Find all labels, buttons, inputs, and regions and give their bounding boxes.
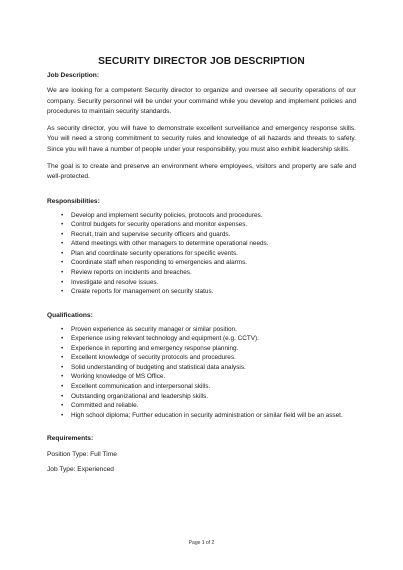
position-type: Position Type: Full Time	[47, 451, 117, 459]
qualification-item: • Excellent knowledge of security protocols and procedures.	[47, 353, 356, 363]
qualifications-heading: Qualifications:	[47, 311, 93, 319]
qualification-item: • Experience in reporting and emergency response planning.	[47, 344, 356, 354]
document-title: SECURITY DIRECTOR JOB DESCRIPTION	[98, 56, 305, 67]
document-body	[47, 71, 356, 474]
qualification-item: • Working knowledge of MS Office.	[47, 372, 356, 382]
requirements-heading: Requirements:	[47, 435, 94, 443]
qualifications-list	[47, 325, 356, 420]
qualification-item: • Proven experience as security manager or similar position.	[47, 325, 356, 335]
qualification-item: • Experience using relevant technology and equipment (e.g. CCTV).	[47, 334, 356, 344]
job-description-paragraph-2: As security director, you will have to demonstrate excellent surveillance and emergency response skills. You will need a strong commitment to security rules and knowledge of all hazards and threats to safety. Since you will have a number of people under your responsibility, you must also exhibit leadership skills.	[47, 124, 356, 153]
responsibility-item: • Attend meetings with other managers to determine operational needs.	[47, 239, 356, 249]
responsibility-item: • Investigate and resolve issues.	[47, 278, 356, 288]
responsibility-item: • Recruit, train and supervise security officers and guards.	[47, 230, 356, 240]
responsibility-item: • Create reports for management on security status.	[47, 287, 356, 297]
qualification-item: • Excellent communication and interpersonal skills.	[47, 382, 356, 392]
responsibility-item: • Review reports on incidents and breaches.	[47, 268, 356, 278]
qualification-item: • Committed and reliable.	[47, 401, 356, 411]
responsibilities-list	[47, 211, 356, 297]
qualification-item: • Solid understanding of budgeting and statistical data analysis.	[47, 363, 356, 373]
responsibility-item: • Plan and coordinate security operations for specific events.	[47, 249, 356, 259]
responsibility-item: • Coordinate staff when responding to emergencies and alarms.	[47, 258, 356, 268]
job-description-paragraph-3: The goal is to create and preserve an environment where employees, visitors and property are safe and well-protected.	[47, 162, 356, 181]
job-description-paragraph-1: We are looking for a competent Security director to organize and oversee all security operations of our company. Security personnel will be under your command while you develop and implement policies and procedures to maintain security standards.	[47, 87, 356, 116]
job-description-heading: Job Description:	[47, 72, 100, 79]
qualification-item: • Outstanding organizational and leadership skills.	[47, 392, 356, 402]
responsibilities-heading: Responsibilities:	[47, 197, 100, 205]
page-number: Page 1 of 2	[188, 540, 215, 546]
qualification-item: • High school diploma; Further education in security administration or similar field will be an asset.	[47, 411, 356, 421]
job-type: Job Type: Experienced	[47, 466, 114, 474]
responsibility-item: • Control budgets for security operations and monitor expenses.	[47, 220, 356, 230]
responsibility-item: • Develop and implement security policies, protocols and procedures.	[47, 211, 356, 221]
